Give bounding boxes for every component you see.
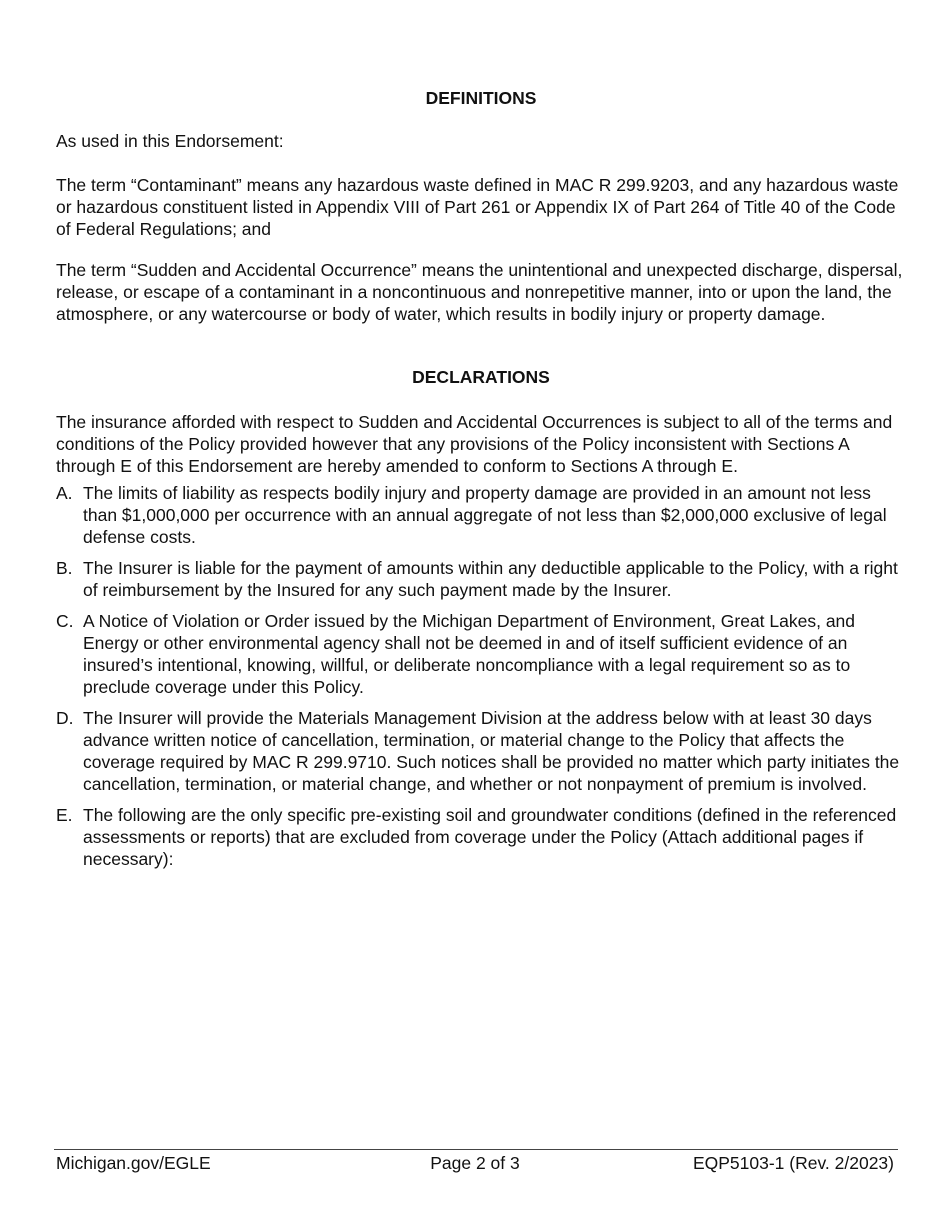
definitions-heading: DEFINITIONS: [425, 88, 537, 108]
footer-divider: [54, 1149, 898, 1150]
item-text: The limits of liability as respects bodily injury and property damage are provided in an amount not less than $1,000,000 per occurrence with an annual aggregate of not less than $2,000,000 exclusive of legal defense costs.: [83, 483, 887, 547]
footer-form-id: EQP5103-1 (Rev. 2/2023): [692, 1153, 894, 1173]
item-letter: A.: [56, 483, 73, 503]
list-item: [56, 707, 906, 795]
contaminant-definition: The term “Contaminant” means any hazardous waste defined in MAC R 299.9203, and any hazardous waste or hazardous constituent listed in Appendix VIII of Part 261 or Appendix IX of Part 264 of Title 40 of the Code of Federal Regulations; and: [56, 175, 899, 239]
item-text: The Insurer is liable for the payment of amounts within any deductible applicable to the Policy, with a right of reimbursement by the Insured for any such payment made by the Insurer.: [83, 558, 898, 600]
item-letter: D.: [56, 708, 74, 728]
item-letter: E.: [56, 805, 73, 825]
declarations-heading: DECLARATIONS: [412, 367, 550, 387]
document-page: [56, 0, 906, 1230]
item-text: The Insurer will provide the Materials Management Division at the address below with at least 30 days advance written notice of cancellation, termination, or material change to the Policy that affects the coverage required by MAC R 299.9710. Such notices shall be provided no matter which party initiates the cancellation, termination, or material change, and whether or not nonpayment of premium is involved.: [83, 708, 900, 794]
declarations-intro: The insurance afforded with respect to Sudden and Accidental Occurrences is subject to all of the terms and conditions of the Policy provided however that any provisions of the Policy inconsistent with Sections A through E of this Endorsement are hereby amended to conform to Sections A through E.: [56, 412, 893, 476]
list-item: [56, 610, 906, 698]
item-text: The following are the only specific pre-existing soil and groundwater conditions (defined in the referenced assessments or reports) that are excluded from coverage under the Policy (Attach additional pages if necessary):: [83, 805, 897, 869]
list-item: [56, 482, 906, 548]
list-item: [56, 557, 906, 601]
list-item: [56, 804, 906, 870]
footer-website: Michigan.gov/EGLE: [56, 1153, 211, 1173]
item-letter: C.: [56, 611, 74, 631]
declarations-list: [56, 482, 906, 879]
definitions-intro: As used in this Endorsement:: [56, 131, 284, 151]
footer-page-number: Page 2 of 3: [430, 1153, 520, 1173]
item-text: A Notice of Violation or Order issued by the Michigan Department of Environment, Great Lakes, and Energy or other environmental agency shall not be deemed in and of itself sufficient evidence of an insured’s intentional, knowing, willful, or deliberate noncompliance with a legal requirement so as to preclude coverage under this Policy.: [83, 611, 856, 697]
occurrence-definition: The term “Sudden and Accidental Occurrence” means the unintentional and unexpected discharge, dispersal, release, or escape of a contaminant in a noncontinuous and nonrepetitive manner, into or upon the land, the atmosphere, or any watercourse or body of water, which results in bodily injury or property damage.: [56, 260, 903, 324]
item-letter: B.: [56, 558, 73, 578]
